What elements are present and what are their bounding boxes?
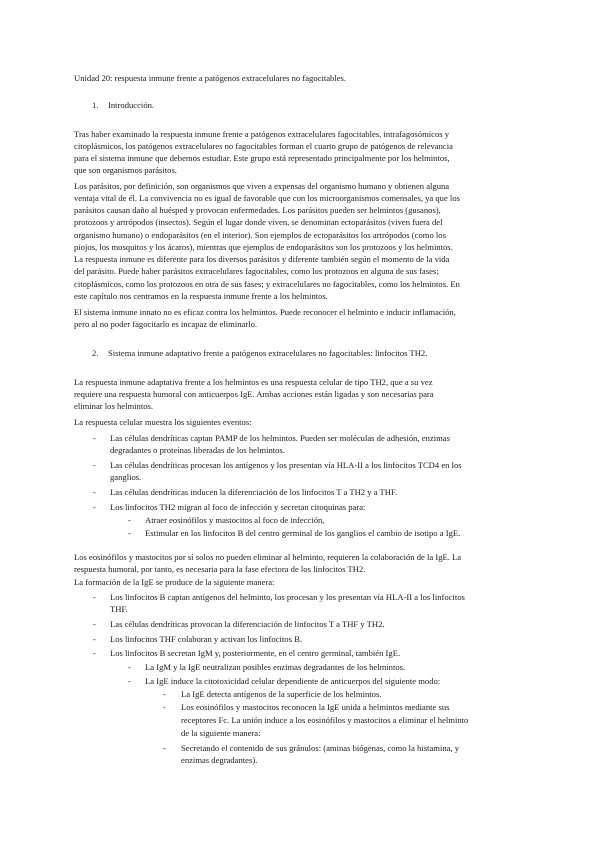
paragraph-line: Los eosinófilos y mastocitos por sí solos no pueden eliminar al helminto, requieren la colaboración de la IgE. La (74, 552, 462, 562)
section-heading: Sistema inmune adaptativo frente a patógenos extracelulares no fagocitables: linfocitos TH2. (108, 348, 428, 358)
list-item: Las células dendríticas captan PAMP de los helmintos. Pueden ser moléculas de adhesión, enzimas (110, 433, 450, 443)
paragraph-line: La formación de la IgE se produce de la siguiente manera: (74, 577, 275, 587)
list-bullet: - (163, 743, 166, 753)
list-bullet: - (93, 634, 96, 644)
list-item: Atraer eosinófilos y mastocitos al foco de infección, (145, 515, 325, 525)
list-bullet: - (128, 662, 131, 672)
paragraph-line: del parásito. Puede haber parásitos extracelulares fagocitables, como los protozoos en alguna de sus fases; (74, 266, 439, 276)
list-item: enzimas degradantes). (181, 755, 258, 765)
list-bullet: - (93, 619, 96, 629)
paragraph-line: piojos, los mosquitos y los ácaros), mientras que ejemplos de endoparásitos son los protozoos y los helmintos. (74, 242, 453, 252)
list-bullet: - (93, 433, 96, 443)
list-item: Los linfocitos B captan antígenos del helminto, los procesan y los presentan vía HLA-II a los linfocitos (110, 592, 465, 602)
list-bullet: - (93, 487, 96, 497)
list-item: THF. (110, 604, 128, 614)
list-item: Secretando el contenido de sus gránulos: (aminas biógenas, como la histamina, y (181, 743, 460, 753)
list-item: Las células dendríticas procesan los antígenos y los presentan vía HLA-II a los linfocitos TCD4 en los (110, 460, 462, 470)
list-item: Las células dendríticas provocan la diferenciación de linfocitos T a THF y TH2. (110, 619, 385, 629)
list-bullet: - (93, 502, 96, 512)
list-bullet: - (128, 515, 131, 525)
paragraph-line: respuesta humoral, por tanto, es necesaria para la fase efectora de los linfocitos TH2. (74, 564, 366, 574)
list-item: ganglios. (110, 472, 142, 482)
list-bullet: - (93, 648, 96, 658)
list-item: Las células dendríticas inducen la diferenciación de los linfocitos T a TH2 y a THF. (110, 487, 398, 497)
list-item: Los linfocitos TH2 migran al foco de infección y secretan citoquinas para: (110, 502, 366, 512)
section-number: 2. (92, 348, 99, 358)
list-bullet: - (93, 592, 96, 602)
paragraph-line: La respuesta inmune es diferente para los diversos parásitos y diferente también según el momento de la vida (74, 254, 450, 264)
list-bullet: - (163, 689, 166, 699)
list-item: Los linfocitos B secretan IgM y, posteriormente, en el centro germinal, también IgE. (110, 648, 401, 658)
paragraph-line: eliminar los helmintos. (74, 401, 154, 411)
paragraph-line: que son organismos parásitos. (74, 165, 177, 175)
list-bullet: - (128, 676, 131, 686)
document-title: Unidad 20: respuesta inmune frente a patógenos extracelulares no fagocitables. (74, 73, 347, 83)
paragraph-line: pero al no poder fagocitarlo es incapaz de eliminarlo. (74, 319, 258, 329)
list-item: degradantes o proteínas liberadas de los helmintos. (110, 445, 285, 455)
paragraph-line: protozoos y artrópodos (insectos). Según el lugar donde viven, se denominan ectoparásitos (viven fuera del (74, 217, 443, 227)
section-number: 1. (92, 100, 99, 110)
paragraph-line: citoplásmicos, como los protozoos en otra de sus fases; y extracelulares no fagocitables, como los helmintos. En (74, 279, 460, 289)
list-item: La IgE detecta antígenos de la superficie de los helmintos. (181, 689, 382, 699)
list-bullet: - (163, 702, 166, 712)
list-item: La IgE induce la citotoxicidad celular dependiente de anticuerpos del siguiente modo: (145, 676, 441, 686)
paragraph-line: citoplásmicos, los patógenos extracelulares no fagocitables forman el cuarto grupo de patógenos de relevancia (74, 141, 453, 151)
paragraph-line: ventaja vital de él. La convivencia no es igual de favorable que con los microorganismos comensales, ya que los (74, 193, 460, 203)
paragraph-line: organismo humano) o endoparásitos (en el interior). Son ejemplos de ectoparásitos los artrópodos (como los (74, 230, 446, 240)
paragraph-line: La respuesta celular muestra los siguientes eventos: (74, 417, 252, 427)
list-bullet: - (128, 528, 131, 538)
paragraph-line: requiere una respuesta humoral con anticuerpos IgE. Ambas acciones están ligadas y son necesarias para (74, 389, 434, 399)
list-item: Los linfocitos THF colaboran y activan los linfocitos B. (110, 634, 302, 644)
list-item: Estimular en los linfocitos B del centro germinal de los ganglios el cambio de isotipo a IgE. (145, 528, 461, 538)
paragraph-line: parásitos causan daño al huésped y provocan enfermedades. Los parásitos pueden ser helmintos (gusanos), (74, 205, 441, 215)
paragraph-line: El sistema inmune innato no es eficaz contra los helmintos. Puede reconocer el helminto e inducir inflamación, (74, 307, 456, 317)
paragraph-line: Los parásitos, por definición, son organismos que viven a expensas del organismo humano y obtienen alguna (74, 181, 450, 191)
list-item: receptores Fc. La unión induce a los eosinófilos y mastocitos a eliminar el helminto (181, 715, 469, 725)
list-item: Los eosinófilos y mastocitos reconocen la IgE unida a helmintos mediante sus (181, 702, 450, 712)
section-heading: Introducción. (108, 100, 155, 110)
list-bullet: - (93, 460, 96, 470)
list-item: de la siguiente manera: (181, 728, 261, 738)
paragraph-line: para el sistema inmune que debemos estudiar. Este grupo está representado principalmente por los helmintos, (74, 153, 450, 163)
paragraph-line: Tras haber examinado la respuesta inmune frente a patógenos extracelulares fagocitables, intrafagosómicos y (74, 129, 450, 139)
paragraph-line: La respuesta inmune adaptativa frente a los helmintos es una respuesta celular de tipo TH2, que a su vez (74, 377, 433, 387)
list-item: La IgM y la IgE neutralizan posibles enzimas degradantes de los helmintos. (145, 662, 406, 672)
paragraph-line: este capítulo nos centramos en la respuesta inmune frente a los helmintos. (74, 291, 328, 301)
